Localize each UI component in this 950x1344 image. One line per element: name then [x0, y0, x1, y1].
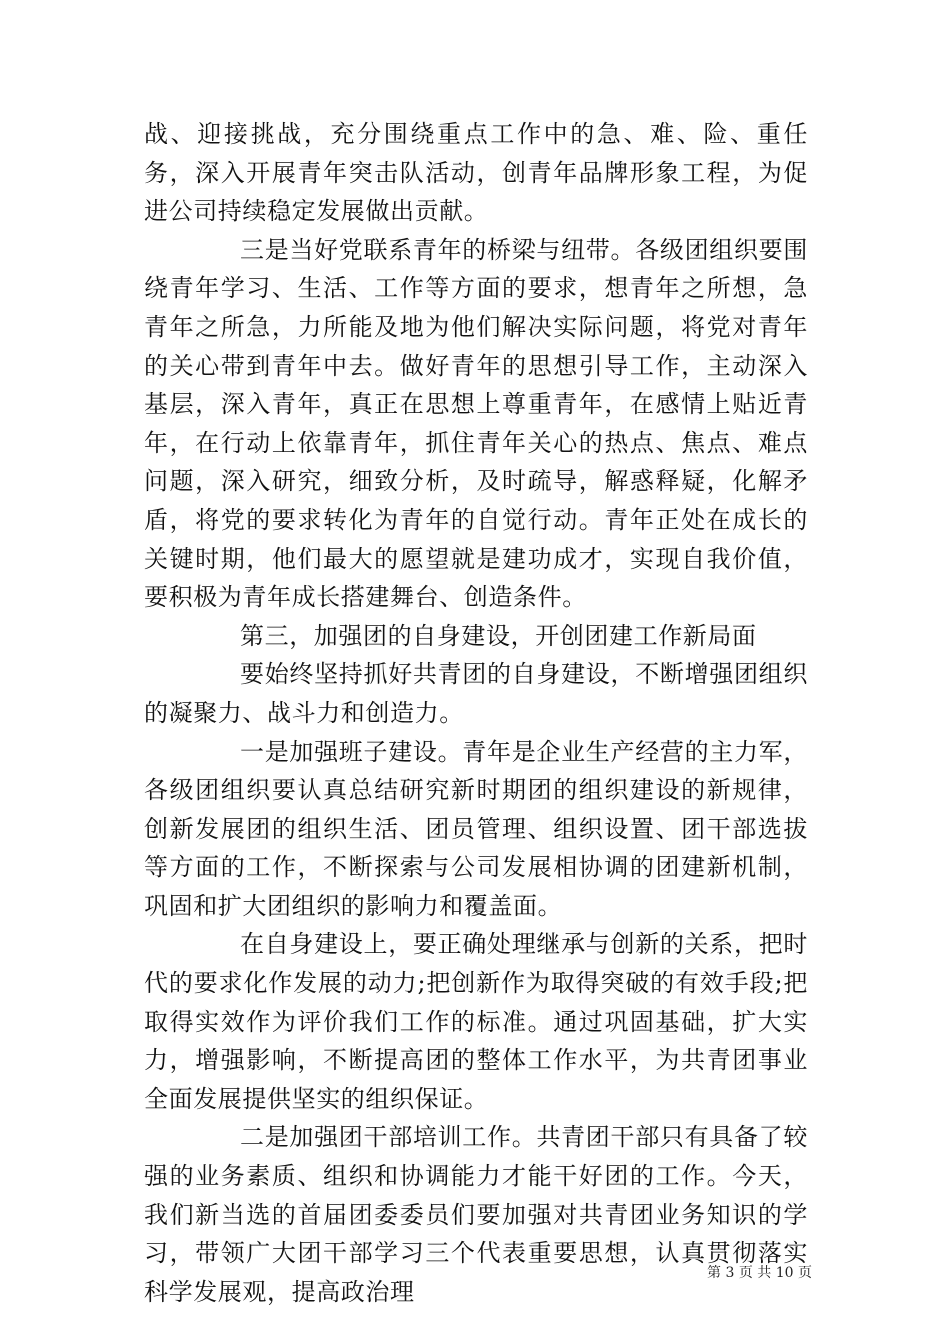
- paragraph-self-building: 要始终坚持抓好共青团的自身建设，不断增强团组织的凝聚力、战斗力和创造力。: [144, 660, 808, 727]
- paragraph-continuation: 战、迎接挑战，充分围绕重点工作中的急、难、险、重任务，深入开展青年突击队活动，创青年品牌形象工程，为促进公司持续稳定发展做出贡献。: [144, 120, 808, 226]
- page-number-footer: 第 3 页 共 10 页: [707, 1265, 812, 1281]
- section-heading-third: 第三，加强团的自身建设，开创团建工作新局面: [240, 621, 757, 650]
- paragraph-bridge-youth: 三是当好党联系青年的桥梁与纽带。各级团组织要围绕青年学习、生活、工作等方面的要求，想青年之所想，急青年之所急，力所能及地为他们解决实际问题，将党对青年的关心带到青年中去。做好青年的思想引导工作，主动深入基层，深入青年，真正在思想上尊重青年，在感情上贴近青年，在行动上依靠青年，抓住青年关心的热点、焦点、难点问题，深入研究，细致分析，及时疏导，解惑释疑，化解矛盾，将党的要求转化为青年的自觉行动。青年正处在成长的关键时期，他们最大的愿望就是建功成才，实现自我价值，要积极为青年成长搭建舞台、创造条件。: [144, 235, 808, 612]
- paragraph-team-building: 一是加强班子建设。青年是企业生产经营的主力军，各级团组织要认真总结研究新时期团的组织建设的新规律，创新发展团的组织生活、团员管理、组织设置、团干部选拔等方面的工作，不断探索与公司发展相协调的团建新机制，巩固和扩大团组织的影响力和覆盖面。: [144, 737, 808, 920]
- document-body: [144, 115, 808, 1311]
- paragraph-innovation: 在自身建设上，要正确处理继承与创新的关系，把时代的要求化作发展的动力;把创新作为取得突破的有效手段;把取得实效作为评价我们工作的标准。通过巩固基础，扩大实力，增强影响，不断提高团的整体工作水平，为共青团事业全面发展提供坚实的组织保证。: [144, 930, 808, 1113]
- paragraph-cadre-training: 二是加强团干部培训工作。共青团干部只有具备了较强的业务素质、组织和协调能力才能干好团的工作。今天，我们新当选的首届团委委员们要加强对共青团业务知识的学习，带领广大团干部学习三个代表重要思想，认真贯彻落实科学发展观，提高政治理: [144, 1123, 808, 1306]
